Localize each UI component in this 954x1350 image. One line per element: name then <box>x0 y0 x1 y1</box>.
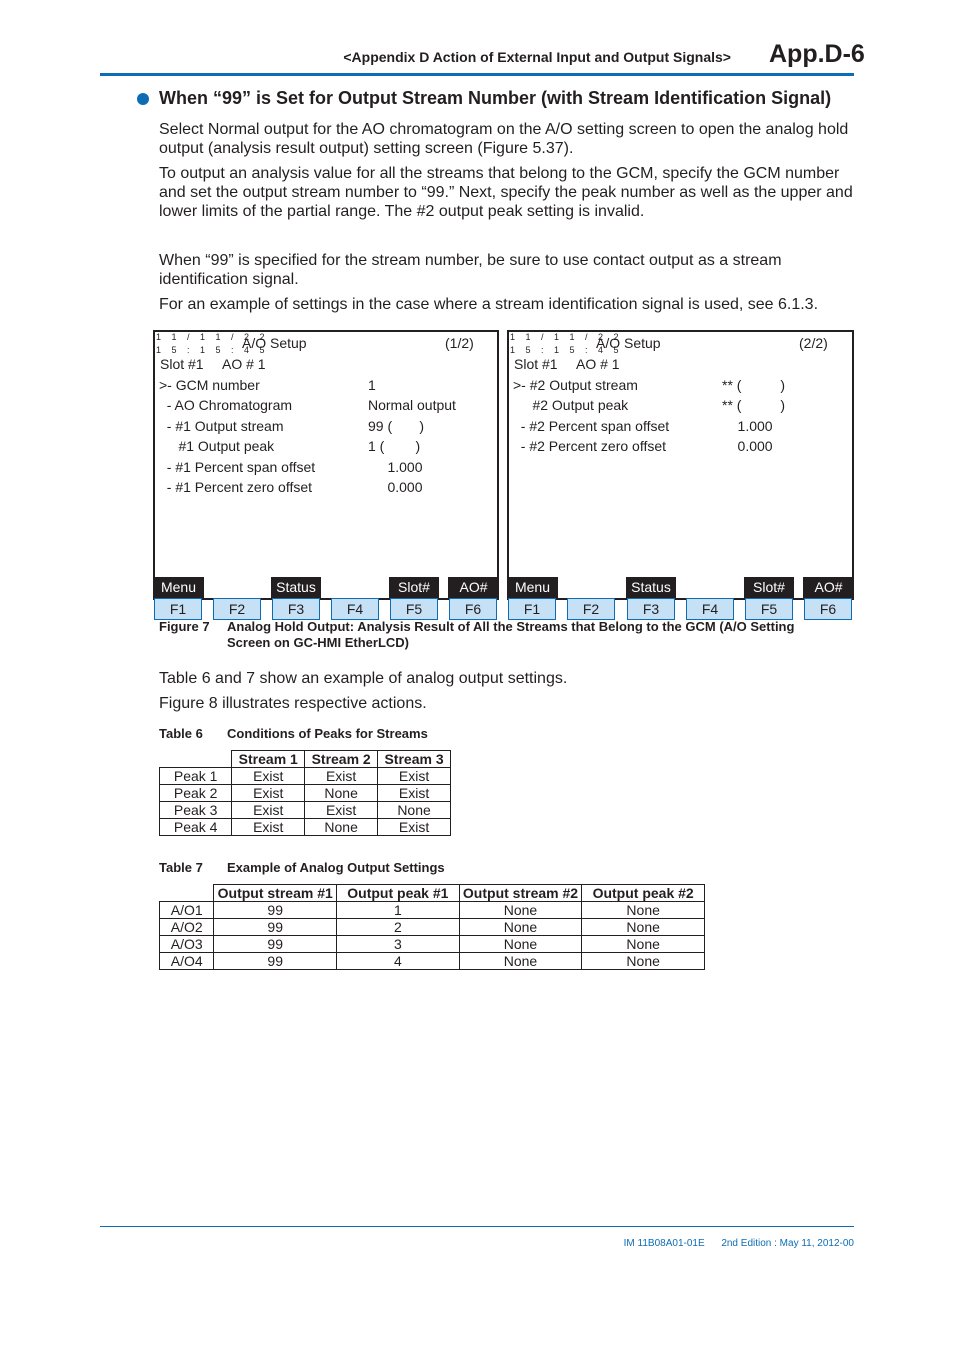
table-cell: None <box>305 785 378 802</box>
table-cell: 4 <box>337 953 460 970</box>
table6 <box>159 750 451 836</box>
figure-caption-line1: Analog Hold Output: Analysis Result of All the Streams that Belong to the GCM (A/O Setting <box>227 619 795 634</box>
footer <box>600 1238 854 1249</box>
table-cell: 2 <box>337 919 460 936</box>
screen-title: A/O Setup <box>242 335 307 351</box>
ao-softkey[interactable]: AO# <box>803 577 854 598</box>
f5-key[interactable]: F5 <box>745 598 793 620</box>
table-cell: Exist <box>378 785 451 802</box>
screen-time: 1 5 : 1 5 : 4 5 <box>156 345 269 355</box>
setting-value[interactable]: 1 ( ) <box>368 438 421 454</box>
f4-key[interactable]: F4 <box>331 598 379 620</box>
table-row <box>160 919 705 936</box>
f2-key[interactable]: F2 <box>213 598 261 620</box>
slot-softkey[interactable]: Slot# <box>744 577 794 598</box>
screen-date: 1 1 / 1 1 / 2 2 <box>156 332 269 342</box>
f4-key[interactable]: F4 <box>686 598 734 620</box>
table-cell: None <box>459 936 582 953</box>
table-cell: Exist <box>232 802 305 819</box>
table-row <box>160 902 705 919</box>
setting-label[interactable]: #2 Output peak <box>513 397 629 413</box>
edition-info: 2nd Edition : May 11, 2012-00 <box>721 1238 854 1249</box>
table-cell: None <box>459 919 582 936</box>
table-cell: 1 <box>337 902 460 919</box>
table-header-row <box>160 751 451 768</box>
menu-softkey[interactable]: Menu <box>507 577 558 598</box>
table-cell: Peak 1 <box>160 768 232 785</box>
table-cell: Exist <box>378 819 451 836</box>
table-corner-cell <box>160 885 214 902</box>
table-cell: 99 <box>214 936 337 953</box>
setting-label[interactable]: - #2 Percent zero offset <box>513 438 667 454</box>
paragraph-1: Select Normal output for the AO chromatogram on the A/O setting screen to open the analog hold output (analysis result output) setting screen (Figure 5.37). <box>159 121 849 157</box>
setting-value[interactable]: Normal output <box>368 397 456 413</box>
paragraph-3: When “99” is specified for the stream number, be sure to use contact output as a stream identification signal. <box>159 252 782 288</box>
table-cell: A/O1 <box>160 902 214 919</box>
slot-label: Slot #1 <box>514 356 558 372</box>
setting-value[interactable]: 1 <box>368 377 376 393</box>
f3-key[interactable]: F3 <box>272 598 320 620</box>
table6-title: Conditions of Peaks for Streams <box>227 726 428 741</box>
footer-rule <box>100 1226 854 1227</box>
table-cell: 99 <box>214 919 337 936</box>
table-cell: Exist <box>232 768 305 785</box>
screen-date: 1 1 / 1 1 / 2 2 <box>510 332 623 342</box>
setting-label[interactable]: - AO Chromatogram <box>159 397 293 413</box>
table-cell: None <box>305 819 378 836</box>
menu-softkey[interactable]: Menu <box>153 577 204 598</box>
ao-softkey[interactable]: AO# <box>448 577 499 598</box>
table-cell: Exist <box>232 785 305 802</box>
paragraph-5: Table 6 and 7 show an example of analog output settings. <box>159 670 568 687</box>
setting-label[interactable]: - #1 Percent zero offset <box>159 479 313 495</box>
table-row <box>160 785 451 802</box>
table-cell: Exist <box>378 768 451 785</box>
setting-label[interactable]: >- GCM number <box>159 377 260 393</box>
table-cell: 3 <box>337 936 460 953</box>
figure-caption-line2: Screen on GC-HMI EtherLCD) <box>227 635 410 650</box>
document-number: IM 11B08A01-01E <box>623 1238 705 1249</box>
figure-label: Figure 7 <box>159 619 210 634</box>
table-cell: None <box>582 936 705 953</box>
setting-value[interactable]: 1.000 <box>368 459 423 475</box>
table-header-row <box>160 885 705 902</box>
f6-key[interactable]: F6 <box>449 598 497 620</box>
paragraph-4: For an example of settings in the case where a stream identification signal is used, see 6.1.3. <box>159 296 819 313</box>
setting-value[interactable]: 0.000 <box>368 479 423 495</box>
setting-value[interactable]: 1.000 <box>722 418 773 434</box>
screen-page: (1/2) <box>445 335 474 351</box>
table-cell: None <box>459 953 582 970</box>
setting-value[interactable]: ** ( ) <box>722 377 786 393</box>
f3-key[interactable]: F3 <box>627 598 675 620</box>
table-cell: None <box>459 902 582 919</box>
paragraph-2: To output an analysis value for all the streams that belong to the GCM, specify the GCM number and set the output stream number to “99.” Next, specify the peak number as well as the upper and lower limits of the partial range. The #2 output peak setting is invalid. <box>159 165 853 220</box>
table7-label: Table 7 <box>159 860 203 875</box>
table-corner-cell <box>160 751 232 768</box>
table-row <box>160 936 705 953</box>
page-number: App.D-6 <box>769 40 865 68</box>
section-heading: When “99” is Set for Output Stream Number (with Stream Identification Signal) <box>159 88 832 108</box>
table-header: Stream 3 <box>378 751 451 768</box>
table-cell: None <box>582 953 705 970</box>
table-row <box>160 802 451 819</box>
ao-setup-screen-1 <box>153 330 499 600</box>
table7-title: Example of Analog Output Settings <box>227 860 445 875</box>
setting-value[interactable]: 0.000 <box>722 438 773 454</box>
table-cell: A/O2 <box>160 919 214 936</box>
f6-key[interactable]: F6 <box>804 598 852 620</box>
table-cell: Exist <box>305 768 378 785</box>
ao-label: AO # 1 <box>222 356 266 372</box>
table-cell: A/O4 <box>160 953 214 970</box>
f1-key[interactable]: F1 <box>154 598 202 620</box>
table-header: Output stream #2 <box>459 885 582 902</box>
status-softkey[interactable]: Status <box>271 577 321 598</box>
table-header: Output peak #1 <box>337 885 460 902</box>
f5-key[interactable]: F5 <box>390 598 438 620</box>
table-row <box>160 953 705 970</box>
table-cell: None <box>582 919 705 936</box>
slot-softkey[interactable]: Slot# <box>389 577 439 598</box>
setting-label[interactable]: - #2 Percent span offset <box>513 418 670 434</box>
screen-title: A/O Setup <box>596 335 661 351</box>
setting-label[interactable]: #1 Output peak <box>159 438 275 454</box>
table-header: Output peak #2 <box>582 885 705 902</box>
screen-time: 1 5 : 1 5 : 4 5 <box>510 345 623 355</box>
bullet-icon <box>137 93 149 105</box>
table-row <box>160 819 451 836</box>
slot-label: Slot #1 <box>160 356 204 372</box>
setting-label[interactable]: - #1 Percent span offset <box>159 459 316 475</box>
table-cell: None <box>378 802 451 819</box>
setting-label[interactable]: - #1 Output stream <box>159 418 284 434</box>
setting-label[interactable]: >- #2 Output stream <box>513 377 638 393</box>
setting-value[interactable]: ** ( ) <box>722 397 786 413</box>
table-header: Stream 1 <box>232 751 305 768</box>
status-softkey[interactable]: Status <box>626 577 676 598</box>
ao-label: AO # 1 <box>576 356 620 372</box>
f1-key[interactable]: F1 <box>508 598 556 620</box>
table-cell: Peak 4 <box>160 819 232 836</box>
ao-setup-screen-2 <box>507 330 854 600</box>
table-cell: Peak 2 <box>160 785 232 802</box>
table-header: Output stream #1 <box>214 885 337 902</box>
f2-key[interactable]: F2 <box>567 598 615 620</box>
table-cell: Exist <box>305 802 378 819</box>
table-cell: A/O3 <box>160 936 214 953</box>
table-cell: Exist <box>232 819 305 836</box>
table-cell: 99 <box>214 902 337 919</box>
table-row <box>160 768 451 785</box>
table-cell: Peak 3 <box>160 802 232 819</box>
table6-label: Table 6 <box>159 726 203 741</box>
paragraph-6: Figure 8 illustrates respective actions. <box>159 695 427 712</box>
screen-page: (2/2) <box>799 335 828 351</box>
table-cell: None <box>582 902 705 919</box>
table7 <box>159 884 705 970</box>
table-cell: 99 <box>214 953 337 970</box>
section-title: <Appendix D Action of External Input and Output Signals> <box>343 49 731 65</box>
table-header: Stream 2 <box>305 751 378 768</box>
header-rule <box>100 73 854 76</box>
setting-value[interactable]: 99 ( ) <box>368 418 425 434</box>
